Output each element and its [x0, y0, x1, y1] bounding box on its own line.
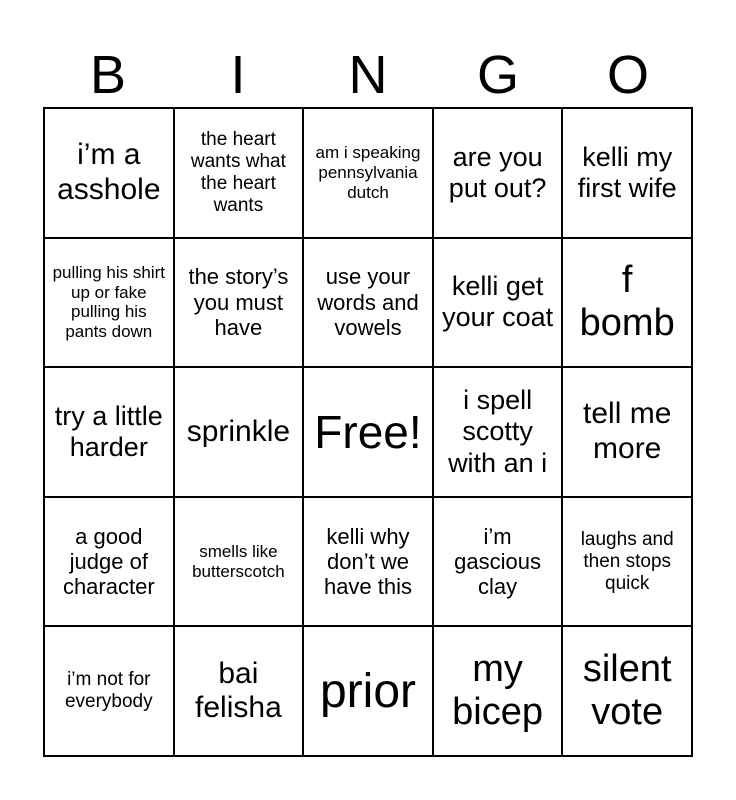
bingo-cell[interactable] [433, 238, 563, 368]
cell-text: pulling his shirt up or fake pulling his pants down [52, 263, 166, 341]
header-letter-b: B [89, 45, 127, 105]
bingo-cell[interactable] [44, 238, 174, 368]
cell-text: my bicep [452, 647, 544, 734]
bingo-cell[interactable] [44, 626, 174, 756]
cell-text: try a little harder [54, 400, 163, 462]
cell-text: bai felisha [195, 656, 282, 725]
cell-text: am i speaking pennsylvania dutch [315, 143, 421, 202]
bingo-cell[interactable] [433, 626, 563, 756]
cell-text: a good judge of character [62, 523, 155, 600]
cell-text: use your words and vowels [317, 264, 419, 341]
cell-text: i’m gascious clay [454, 523, 542, 600]
cell-text: sprinkle [186, 414, 291, 448]
cell-text: the story’s you must have [188, 264, 289, 341]
bingo-cell[interactable] [433, 108, 563, 238]
cell-text: kelli get your coat [442, 271, 554, 333]
cell-text: kelli my first wife [577, 141, 677, 203]
bingo-cell[interactable] [44, 108, 174, 238]
cell-text: i’m a asshole [57, 138, 161, 206]
bingo-cell[interactable] [303, 108, 433, 238]
bingo-cell[interactable] [44, 367, 174, 497]
bingo-cell[interactable] [562, 626, 692, 756]
header-letter-o: O [606, 45, 649, 105]
bingo-cell[interactable] [303, 497, 433, 627]
bingo-cell[interactable] [44, 497, 174, 627]
bingo-board [43, 107, 693, 757]
header-letter-i: I [230, 45, 246, 105]
bingo-cell[interactable] [174, 626, 304, 756]
bingo-cell[interactable] [303, 626, 433, 756]
bingo-cell[interactable] [562, 497, 692, 627]
bingo-cell[interactable] [562, 367, 692, 497]
header-letter-g: G [476, 45, 519, 105]
bingo-header [43, 44, 693, 106]
bingo-cell[interactable] [174, 367, 304, 497]
bingo-cell[interactable] [433, 497, 563, 627]
cell-text: laughs and then stops quick [580, 528, 674, 594]
cell-text: f bomb [579, 258, 675, 345]
bingo-cell[interactable] [174, 238, 304, 368]
bingo-cell[interactable] [174, 108, 304, 238]
header-letter-n: N [348, 45, 388, 105]
cell-text: smells like butterscotch [192, 542, 285, 581]
cell-text: prior [319, 664, 416, 718]
cell-text: kelli why don’t we have this [323, 523, 413, 600]
bingo-cell[interactable] [562, 108, 692, 238]
free-space-cell[interactable] [303, 367, 433, 497]
bingo-cell[interactable] [562, 238, 692, 368]
bingo-cell[interactable] [303, 238, 433, 368]
bingo-cell[interactable] [433, 367, 563, 497]
cell-text: i’m not for everybody [64, 669, 153, 713]
cell-text: silent vote [582, 647, 672, 734]
bingo-cell[interactable] [174, 497, 304, 627]
cell-text: tell me more [583, 397, 672, 465]
cell-text: are you put out? [448, 141, 547, 203]
cell-text: the heart wants what the heart wants [190, 129, 286, 216]
free-space-text: Free! [314, 405, 422, 458]
cell-text: i spell scotty with an i [448, 385, 548, 478]
